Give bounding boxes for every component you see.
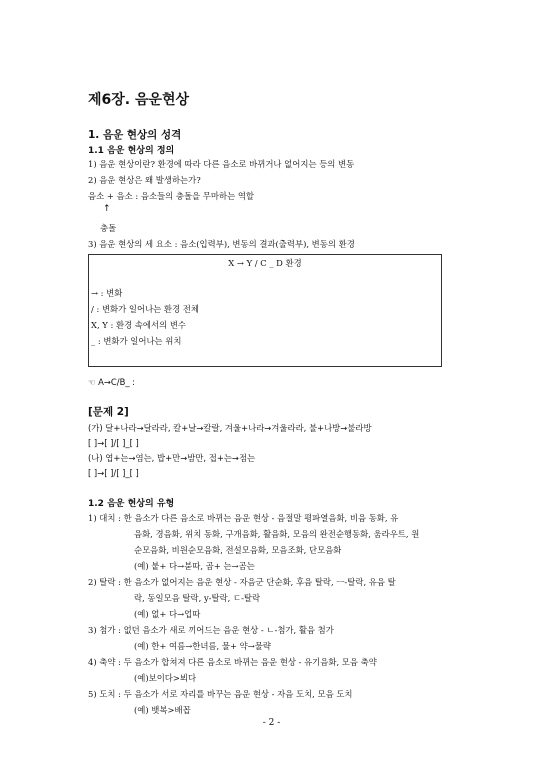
type-line: 음화, 경음화, 위치 동화, 구개음화, 활음화, 모음의 완전순행동화, 움라우트, 원	[134, 529, 420, 539]
rule-item: / : 변화가 일어나는 환경 전체	[91, 304, 199, 314]
type-line: 2) 탈락 : 한 음소가 없어지는 음운 현상 - 자음군 단순화, 후음 탈락, ㅡ-탈락, 유음 탈	[88, 577, 396, 587]
three-elements-line: 3) 음운 현상의 세 요소 : 음소(입력부), 변동의 결과(출력부), 변동의 환경	[88, 239, 355, 249]
type-example: (예)보이다>뵈다	[134, 673, 197, 683]
question-line: 2) 음운 현상은 왜 발생하는가?	[88, 175, 201, 185]
rule-item: → : 변화	[91, 288, 123, 298]
rule-header: X → Y / C _ D 환경	[228, 258, 302, 268]
type-example: (예) 한+ 여름→한녀름, 물+ 약→물략	[134, 641, 271, 651]
problem-na: (나) 엽+는→염는, 밥+만→밤만, 접+는→점는	[88, 453, 256, 463]
type-line: 5) 도치 : 두 음소가 서로 자리를 바꾸는 음운 현상 - 자음 도치, 모음 도치	[88, 689, 353, 699]
type-line: 락, 동일모음 탈락, y-탈락, ㄷ-탈락	[134, 593, 261, 603]
definition-line: 1) 음운 현상이란? 환경에 따라 다른 음소로 바뀌거나 없어지는 등의 변동	[88, 159, 355, 169]
collision-label: 충돌	[100, 223, 117, 233]
problem-ga-blank: [ ]→[ ]/[ ]_[ ]	[88, 438, 139, 448]
chapter-title: 제6장. 음운현상	[88, 92, 190, 108]
type-line: 3) 첨가 : 없던 음소가 새로 끼어드는 음운 현상 - ㄴ-첨가, 활음 첨가	[88, 625, 334, 635]
type-example: (예) 붙+ 다→붇따, 곱+ 는→곰는	[134, 561, 255, 571]
type-example: (예) 뱃복>배꼽	[134, 705, 191, 715]
subsection-title: 1.2 음운 현상의 유형	[88, 499, 175, 509]
problem-title: [문제 2]	[88, 406, 129, 418]
page-number: - 2 -	[262, 718, 281, 728]
rule-item: X, Y : 환경 속에서의 변수	[91, 320, 187, 330]
phoneme-line: 음소 + 음소 : 음소들의 충돌을 무마하는 역할	[88, 191, 255, 201]
problem-ga: (가) 달+나라→달라라, 칼+날→칼랄, 겨울+나라→겨울라라, 불+나방→불라방	[88, 423, 372, 433]
subsection-title: 1.1 음운 현상의 정의	[88, 146, 175, 156]
type-example: (예) 없+ 다→업따	[134, 609, 201, 619]
note-line: ☜ A→C/B_ :	[88, 377, 136, 387]
problem-na-blank: [ ]→[ ]/[ ]_[ ]	[88, 468, 139, 478]
up-arrow-icon: ↑	[103, 204, 111, 214]
type-line: 4) 축약 : 두 음소가 합쳐져 다른 음소로 바뀌는 음운 현상 - 유기음화, 모음 축약	[88, 657, 377, 667]
rule-item: _ : 변화가 일어나는 위치	[91, 336, 182, 346]
type-line: 순모음화, 비원순모음화, 전설모음화, 모음조화, 단모음화	[134, 545, 342, 555]
section-title: 1. 음운 현상의 성격	[88, 129, 182, 141]
rule-box	[88, 254, 442, 367]
type-line: 1) 대치 : 한 음소가 다른 음소로 바뀌는 음운 현상 - 음절말 평파열음화, 비음 동화, 유	[88, 513, 399, 523]
